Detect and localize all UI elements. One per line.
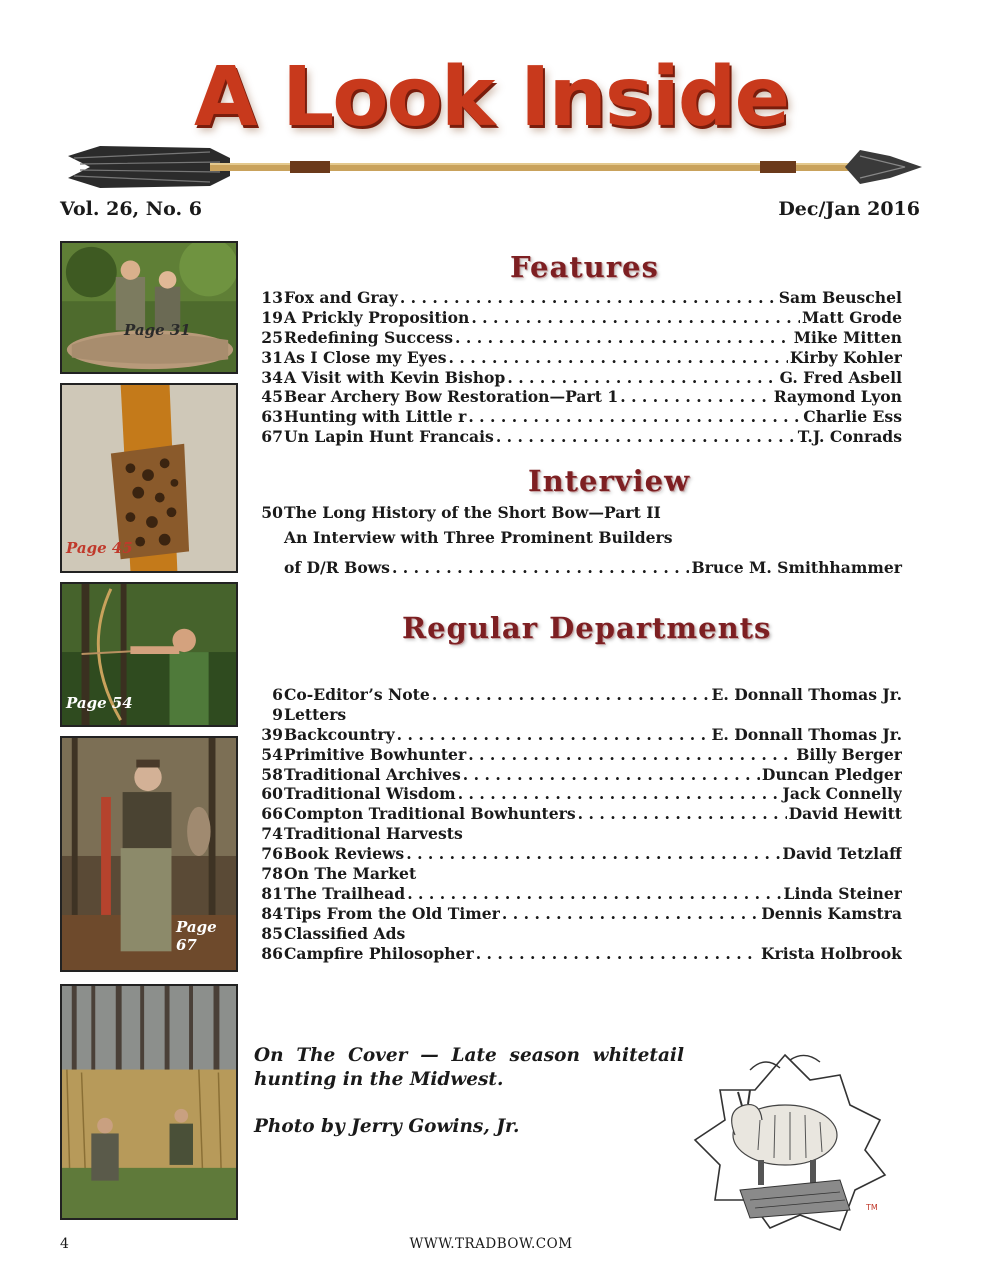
toc-entry[interactable]: 63 Hunting with Little r . . . Charlie Ess xyxy=(252,407,902,427)
toc-entry[interactable]: 45 Bear Archery Bow Restoration—Part 1 . . . Raymond Lyon xyxy=(252,387,902,407)
mountain-goat-arrowhead-icon xyxy=(690,1050,890,1235)
photo-caption: Page 54 xyxy=(66,694,133,712)
toc-entry[interactable]: 13 Fox and Gray . . . Sam Beuschel xyxy=(252,288,902,308)
cover-photo-credit: Photo by Jerry Gowins, Jr. xyxy=(254,1116,520,1137)
cover-description: On The Cover — Late season whitetail hunting in the Midwest. xyxy=(254,1045,684,1090)
photo-page-45 xyxy=(60,383,238,573)
features-heading: Features xyxy=(510,250,659,284)
interview-title-line-3: of D/R Bows xyxy=(284,558,390,577)
issue-volume: Vol. 26, No. 6 xyxy=(60,198,202,220)
toc-entry[interactable]: 60 Traditional Wisdom . . . Jack Connelly xyxy=(252,784,902,804)
arrow-divider xyxy=(60,142,926,192)
trademark-mark: TM xyxy=(866,1203,878,1212)
toc-entry[interactable]: 54 Primitive Bowhunter . . . Billy Berger xyxy=(252,745,902,765)
toc-entry[interactable]: 9 Letters xyxy=(272,704,347,724)
toc-entry[interactable]: 74 Traditional Harvests xyxy=(261,824,463,844)
photo-caption: Page 31 xyxy=(124,321,191,339)
cornfield-hunters-photo xyxy=(62,986,236,1218)
features-list xyxy=(252,288,902,447)
departments-heading: Regular Departments xyxy=(402,611,772,645)
toc-entry[interactable]: 66 Compton Traditional Bowhunters . . . David Hewitt xyxy=(252,804,902,824)
magazine-logo xyxy=(690,1050,890,1235)
toc-entry[interactable]: 34 A Visit with Kevin Bishop . . . G. Fred Asbell xyxy=(252,368,902,388)
page-title: A Look Inside xyxy=(193,50,789,145)
photo-page-31 xyxy=(60,241,238,374)
page-number: 4 xyxy=(60,1236,69,1252)
interview-title-line-2: An Interview with Three Prominent Builders xyxy=(284,528,673,547)
toc-entry[interactable]: 19 A Prickly Proposition . . . Matt Grode xyxy=(252,308,902,328)
toc-entry[interactable]: 67 Un Lapin Hunt Francais . . . T.J. Conrads xyxy=(252,427,902,447)
toc-entry[interactable]: 31 As I Close my Eyes . . . Kirby Kohler xyxy=(252,348,902,368)
interview-page: 50 xyxy=(261,503,283,522)
photo-page-67 xyxy=(60,736,238,972)
issue-date: Dec/Jan 2016 xyxy=(778,198,920,220)
arrow-icon xyxy=(60,142,926,192)
photo-caption: Page 45 xyxy=(66,539,133,557)
toc-entry[interactable]: 78 On The Market xyxy=(261,864,417,884)
masthead xyxy=(0,50,982,146)
website-url[interactable]: WWW.TRADBOW.COM xyxy=(409,1236,573,1252)
toc-entry[interactable]: 81 The Trailhead . . . Linda Steiner xyxy=(252,884,902,904)
interview-entry[interactable] xyxy=(252,503,902,582)
toc-entry[interactable]: 6 Co-Editor’s Note . . . E. Donnall Thomas Jr. xyxy=(252,685,902,705)
toc-entry[interactable]: 85 Classified Ads xyxy=(261,923,406,943)
toc-entry[interactable]: 86 Campfire Philosopher . . . Krista Holbrook xyxy=(252,944,902,964)
photo-caption: Page 67 xyxy=(176,918,217,954)
toc-entry[interactable]: 25 Redefining Success . . . Mike Mitten xyxy=(252,328,902,348)
hunters-deer-photo xyxy=(62,243,236,372)
toc-entry[interactable]: 39 Backcountry . . . E. Donnall Thomas Jr. xyxy=(252,725,902,745)
interview-author: Bruce M. Smithhammer xyxy=(691,558,902,577)
interview-title-line-1: The Long History of the Short Bow—Part II xyxy=(284,503,661,522)
toc-entry[interactable]: 76 Book Reviews . . . David Tetzlaff xyxy=(252,844,902,864)
photo-cover xyxy=(60,984,238,1220)
interview-heading: Interview xyxy=(528,464,691,498)
toc-entry[interactable]: 58 Traditional Archives . . . Duncan Pledger xyxy=(252,765,902,785)
photo-page-54 xyxy=(60,582,238,727)
toc-entry[interactable]: 84 Tips From the Old Timer . . . Dennis Kamstra xyxy=(252,904,902,924)
departments-list xyxy=(252,685,902,963)
